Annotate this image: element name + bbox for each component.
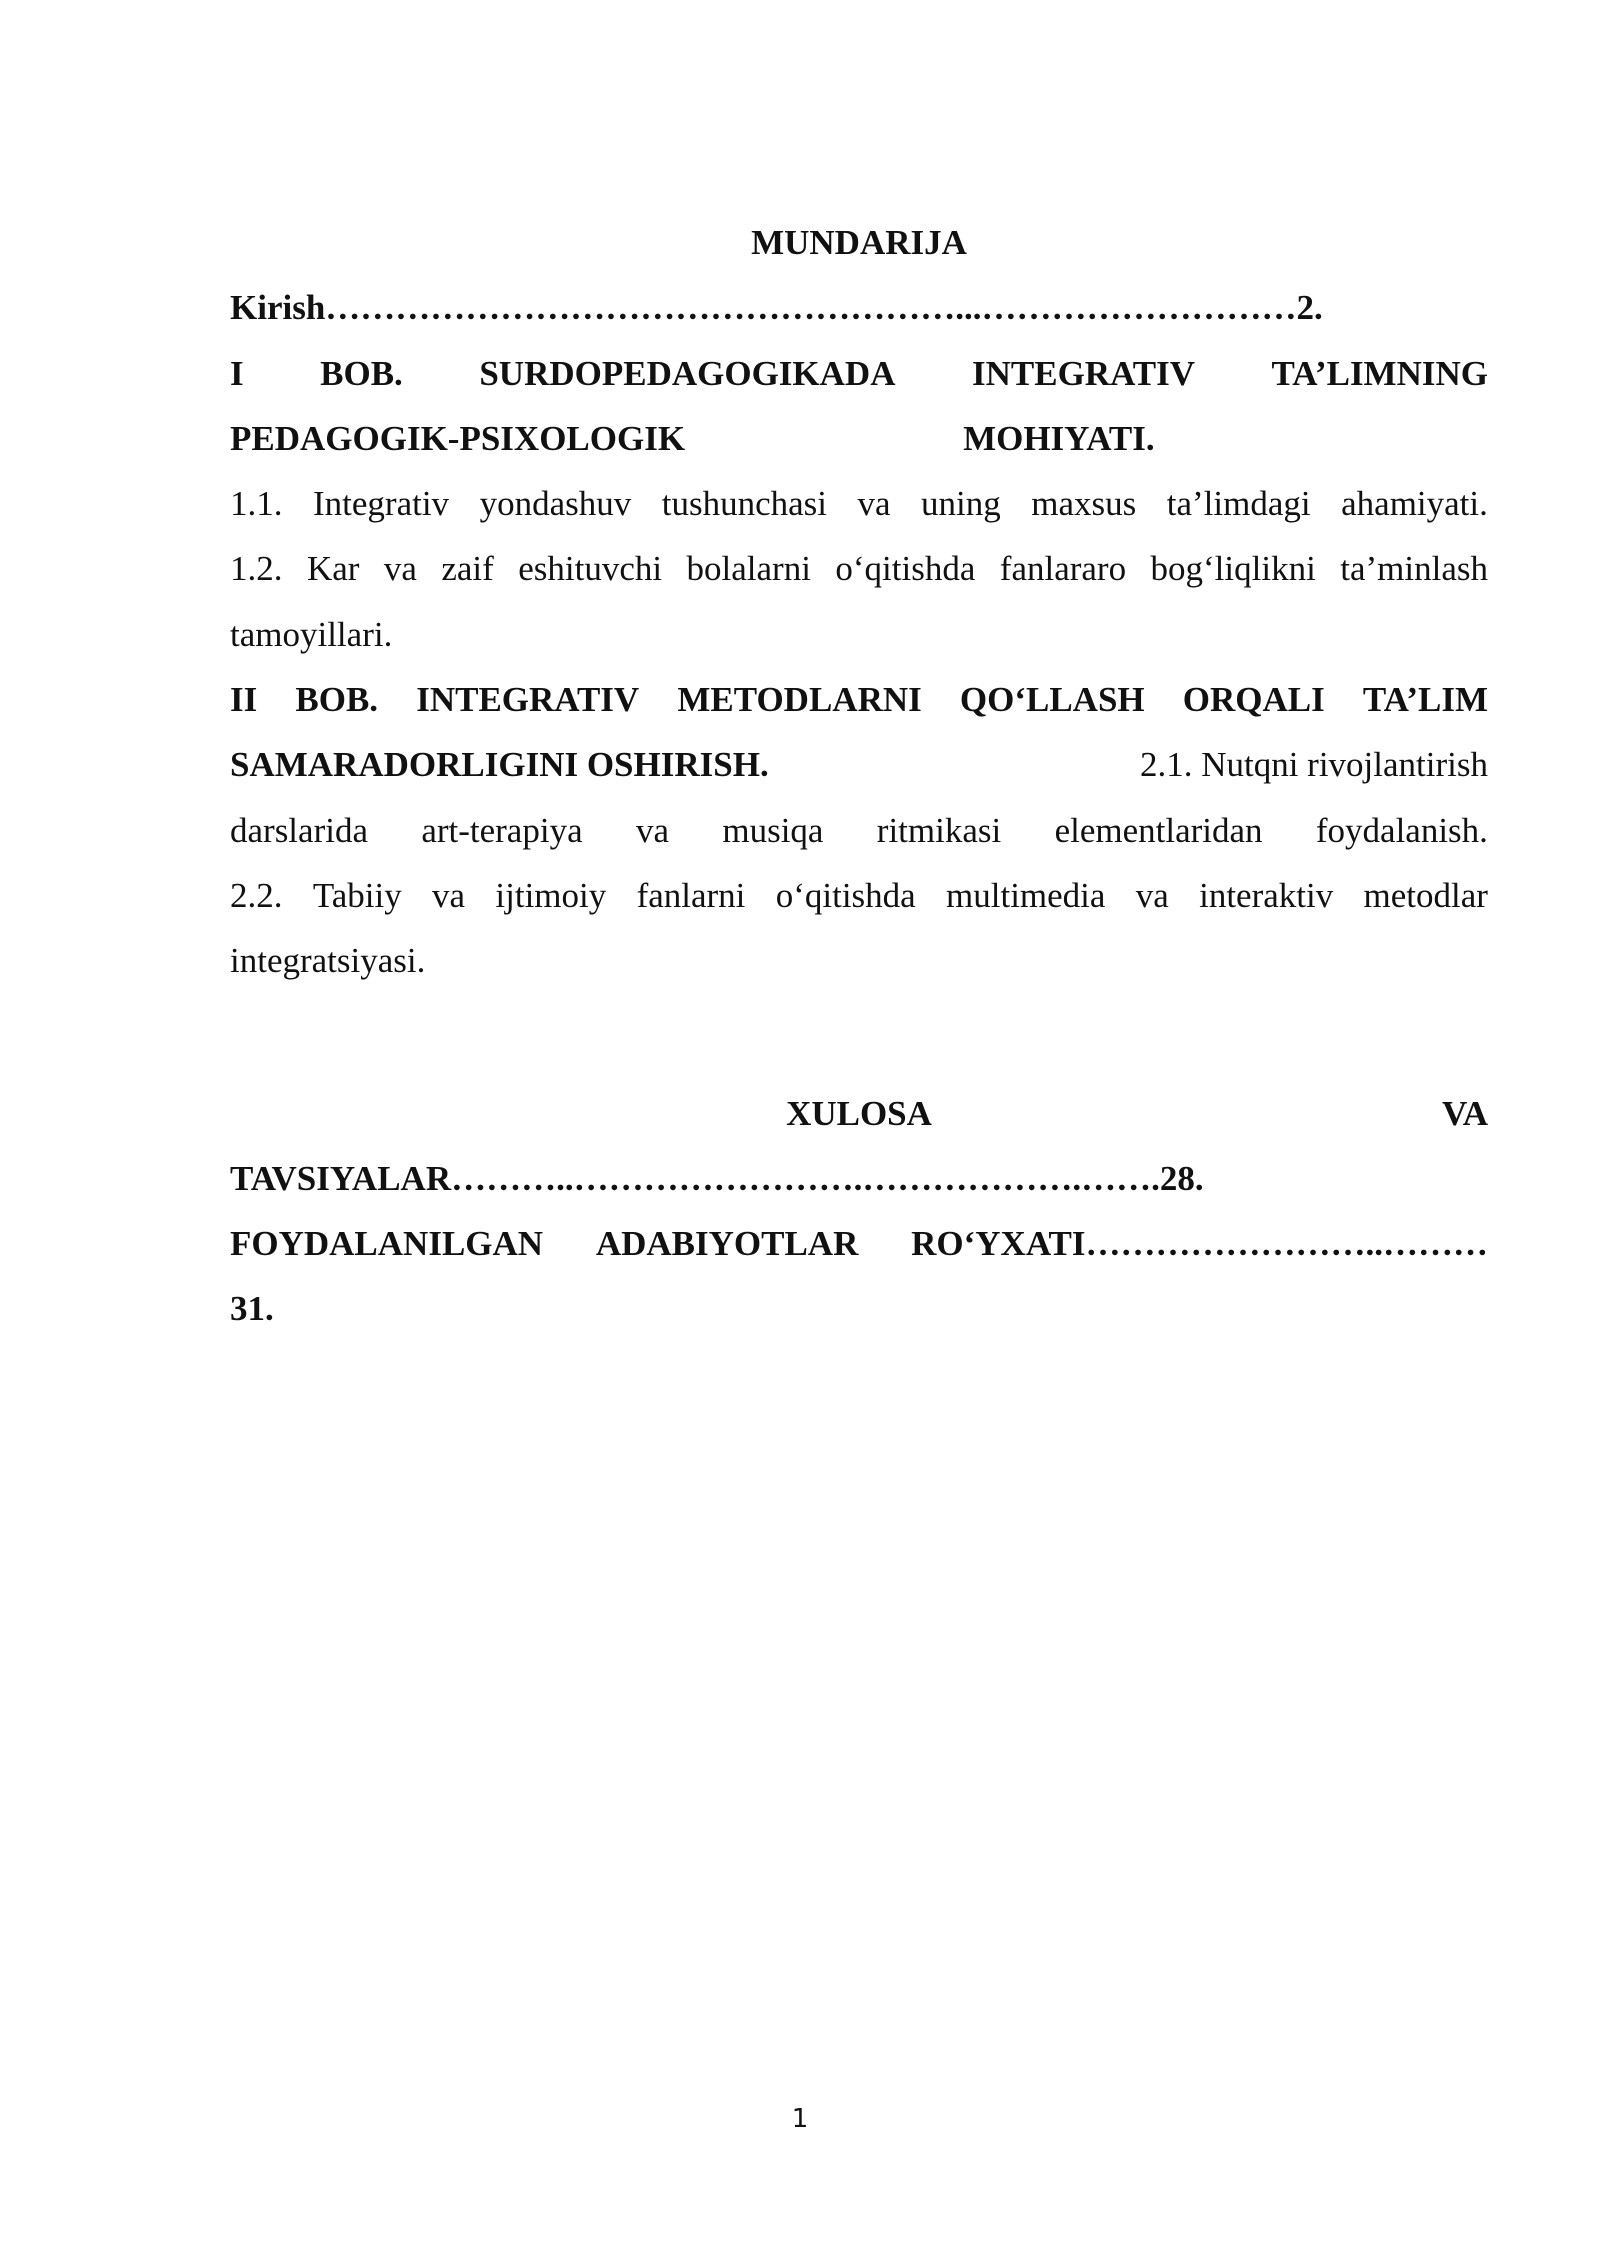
word: QO‘LLASH <box>959 680 1145 720</box>
word: bog‘liqlikni <box>1150 549 1316 589</box>
word: foydalanish. <box>1315 810 1488 850</box>
word: ijtimoiy <box>495 875 607 915</box>
toc-chapter-2-heading-cont[interactable] <box>230 732 1488 797</box>
toc-references[interactable] <box>230 1211 1488 1276</box>
toc-entry-kirish[interactable] <box>230 275 1488 340</box>
word: va <box>857 484 891 524</box>
word: ADABIYOTLAR <box>595 1224 859 1264</box>
toc-conclusion[interactable] <box>230 1081 1488 1146</box>
word: Kar <box>306 549 360 589</box>
toc-chapter-2-heading[interactable] <box>230 667 1488 732</box>
word: METODLARNI <box>677 680 922 720</box>
word: va <box>432 875 466 915</box>
toc-section-2-2-cont[interactable]: integratsiyasi. <box>230 941 426 981</box>
word: ta’limdagi <box>1166 484 1311 524</box>
word: FOYDALANILGAN <box>230 1224 544 1264</box>
word: II <box>230 680 258 720</box>
word: yondashuv <box>479 484 632 524</box>
toc-references-page[interactable]: 31. <box>230 1289 274 1329</box>
word: ta’minlash <box>1340 549 1488 589</box>
toc-entry-label: Kirish <box>230 288 326 328</box>
word: musiqa <box>722 810 824 850</box>
word: maxsus <box>1031 484 1137 524</box>
word: ritmikasi <box>876 810 1002 850</box>
toc-section-1-1[interactable] <box>230 471 1488 536</box>
word: darslarida <box>230 810 368 850</box>
word: ORQALI <box>1182 680 1325 720</box>
toc-title: MUNDARIJA <box>751 223 967 262</box>
word: multimedia <box>946 875 1106 915</box>
word: va <box>635 810 669 850</box>
chapter-1-title-part: MOHIYATI. <box>963 418 1155 458</box>
word: Integrativ <box>313 484 450 524</box>
word: RO‘YXATI……………………..……… <box>911 1224 1488 1264</box>
word: fanlararo <box>999 549 1127 589</box>
word: va <box>1135 875 1169 915</box>
conclusion-title-part: VA <box>1441 1093 1488 1133</box>
word: 2.2. <box>230 875 283 915</box>
word: 1.2. <box>230 549 283 589</box>
word: o‘qitishda <box>775 875 916 915</box>
word: fanlarni <box>636 875 746 915</box>
word: bolalarni <box>686 549 811 589</box>
toc-chapter-1-heading[interactable] <box>230 341 1488 406</box>
toc-leader-dots: ………………………………………………...……………………… <box>325 288 1297 328</box>
word: zaif <box>441 549 494 589</box>
word: BOB. <box>295 680 379 720</box>
word: eshituvchi <box>518 549 663 589</box>
toc-section-1-2[interactable] <box>230 536 1488 601</box>
table-of-contents <box>230 210 1488 1342</box>
toc-chapter-1-heading-cont[interactable] <box>230 406 1488 471</box>
chapter-2-title-part: SAMARADORLIGINI OSHIRISH. <box>230 745 769 785</box>
word: uning <box>921 484 1001 524</box>
toc-section-2-1[interactable] <box>230 798 1488 863</box>
word: I <box>230 353 244 393</box>
page-number: 1 <box>791 2104 809 2134</box>
toc-page-number: 2. <box>1296 288 1323 328</box>
word: interaktiv <box>1199 875 1334 915</box>
section-2-1-start: 2.1. Nutqni rivojlantirish <box>1139 745 1488 785</box>
toc-section-2-2[interactable] <box>230 863 1488 928</box>
chapter-1-title-part: PEDAGOGIK-PSIXOLOGIK <box>230 418 686 458</box>
word: SURDOPEDAGOGIKADA <box>479 353 896 393</box>
word: o‘qitishda <box>835 549 976 589</box>
word: TA’LIM <box>1362 680 1488 720</box>
word: tushunchasi <box>661 484 827 524</box>
word: metodlar <box>1363 875 1488 915</box>
conclusion-title-part: XULOSA <box>786 1093 932 1133</box>
word: TA’LIMNING <box>1271 353 1488 393</box>
word: INTEGRATIV <box>971 353 1195 393</box>
toc-conclusion-cont[interactable]: TAVSIYALAR………..…………………….……………….…….28. <box>230 1158 1204 1198</box>
toc-section-1-2-cont[interactable]: tamoyillari. <box>230 614 393 654</box>
word: 1.1. <box>230 484 283 524</box>
word: INTEGRATIV <box>416 680 640 720</box>
spacer <box>230 994 1488 1081</box>
word: art-terapiya <box>421 810 583 850</box>
word: va <box>383 549 417 589</box>
word: BOB. <box>320 353 403 393</box>
word: elementlaridan <box>1054 810 1263 850</box>
word: Tabiiy <box>312 875 402 915</box>
word: ahamiyati. <box>1341 484 1488 524</box>
